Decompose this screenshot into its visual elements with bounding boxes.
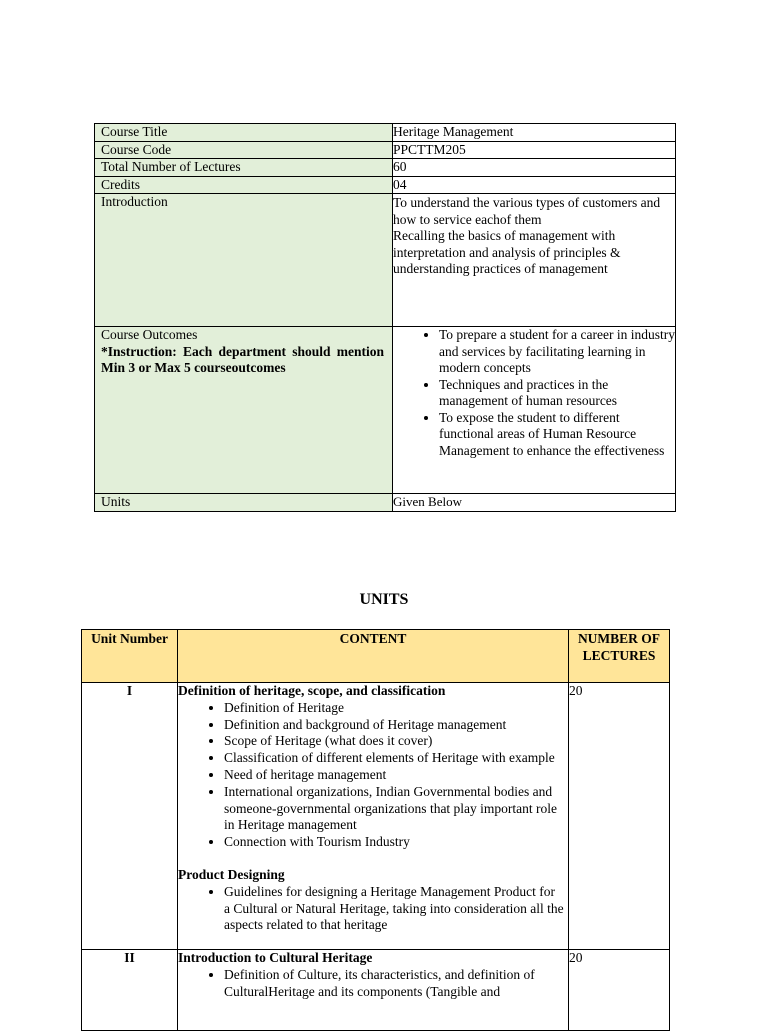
unit-row: [82, 683, 670, 950]
topic-list: [178, 967, 564, 1001]
units-value: Given Below: [393, 494, 676, 512]
topic-item: • International organizations, Indian Governmental bodies and someone-governmental organizations that play important role in Heritage management: [224, 784, 564, 834]
total-lectures-label: Total Number of Lectures: [95, 159, 393, 177]
unit-number: I: [82, 683, 178, 950]
unit-content: [178, 950, 569, 1031]
outcomes-list: [393, 327, 675, 459]
topic-item: • Need of heritage management: [224, 767, 564, 784]
introduction-line-2: Recalling the basics of management with interpretation and analysis of principles & understanding practices of management: [393, 228, 621, 276]
topic-item: • Definition of Heritage: [224, 700, 564, 717]
lectures-header: NUMBER OF LECTURES: [569, 630, 670, 683]
course-title-row: [95, 124, 676, 142]
course-title-label: Course Title: [95, 124, 393, 142]
units-label: Units: [95, 494, 393, 512]
outcome-item: • To prepare a student for a career in industry and services by facilitating learning in modern concepts: [439, 327, 675, 377]
course-code-row: [95, 141, 676, 159]
topic-item: • Definition of Culture, its characteristics, and definition of CulturalHeritage and its components (Tangible and: [224, 967, 564, 1001]
outcomes-instruction: *Instruction: Each department should mention Min 3 or Max 5 courseoutcomes: [101, 343, 384, 375]
course-outcomes-value: [393, 327, 676, 494]
topic-item: • Scope of Heritage (what does it cover): [224, 733, 564, 750]
total-lectures-value: 60: [393, 159, 676, 177]
topic-list: [178, 700, 564, 851]
introduction-value: [393, 194, 676, 327]
outcome-item: • Techniques and practices in the management of human resources: [439, 377, 675, 410]
units-row: [95, 494, 676, 512]
unit-lectures: 20: [569, 950, 670, 1031]
topic-item: • Connection with Tourism Industry: [224, 834, 564, 851]
units-header-row: [82, 630, 670, 683]
credits-value: 04: [393, 176, 676, 194]
credits-label: Credits: [95, 176, 393, 194]
total-lectures-row: [95, 159, 676, 177]
outcome-item: • To expose the student to different functional areas of Human Resource Management to enhance the effectiveness: [439, 410, 675, 460]
unit-subtitle: Product Designing: [178, 866, 285, 882]
course-code-value: PPCTTM205: [393, 141, 676, 159]
unit-lectures: 20: [569, 683, 670, 950]
units-heading: UNITS: [359, 591, 409, 608]
spacer: [178, 851, 564, 867]
course-title-value: Heritage Management: [393, 124, 676, 142]
topic-item: • Definition and background of Heritage management: [224, 717, 564, 734]
unit-number: II: [82, 950, 178, 1031]
unit-number-header: Unit Number: [82, 630, 178, 683]
course-info-table: [94, 123, 676, 512]
course-outcomes-row: [95, 327, 676, 494]
unit-title: Introduction to Cultural Heritage: [178, 950, 373, 965]
introduction-row: [95, 194, 676, 327]
introduction-label: Introduction: [95, 194, 393, 327]
units-table: [81, 629, 670, 1031]
credits-row: [95, 176, 676, 194]
topic-item: • Classification of different elements of Heritage with example: [224, 750, 564, 767]
course-outcomes-label: Course Outcomes: [101, 327, 198, 342]
course-outcomes-label-cell: [95, 327, 393, 494]
introduction-line-1: To understand the various types of customers and how to service eachof them: [393, 195, 661, 227]
subtopic-list: [178, 884, 564, 934]
course-code-label: Course Code: [95, 141, 393, 159]
unit-content: [178, 683, 569, 950]
topic-item: • Guidelines for designing a Heritage Management Product for a Cultural or Natural Heritage, taking into consideration all the aspects related to that heritage: [224, 884, 564, 934]
unit-title: Definition of heritage, scope, and classification: [178, 683, 446, 698]
content-header: CONTENT: [178, 630, 569, 683]
unit-row: [82, 950, 670, 1031]
